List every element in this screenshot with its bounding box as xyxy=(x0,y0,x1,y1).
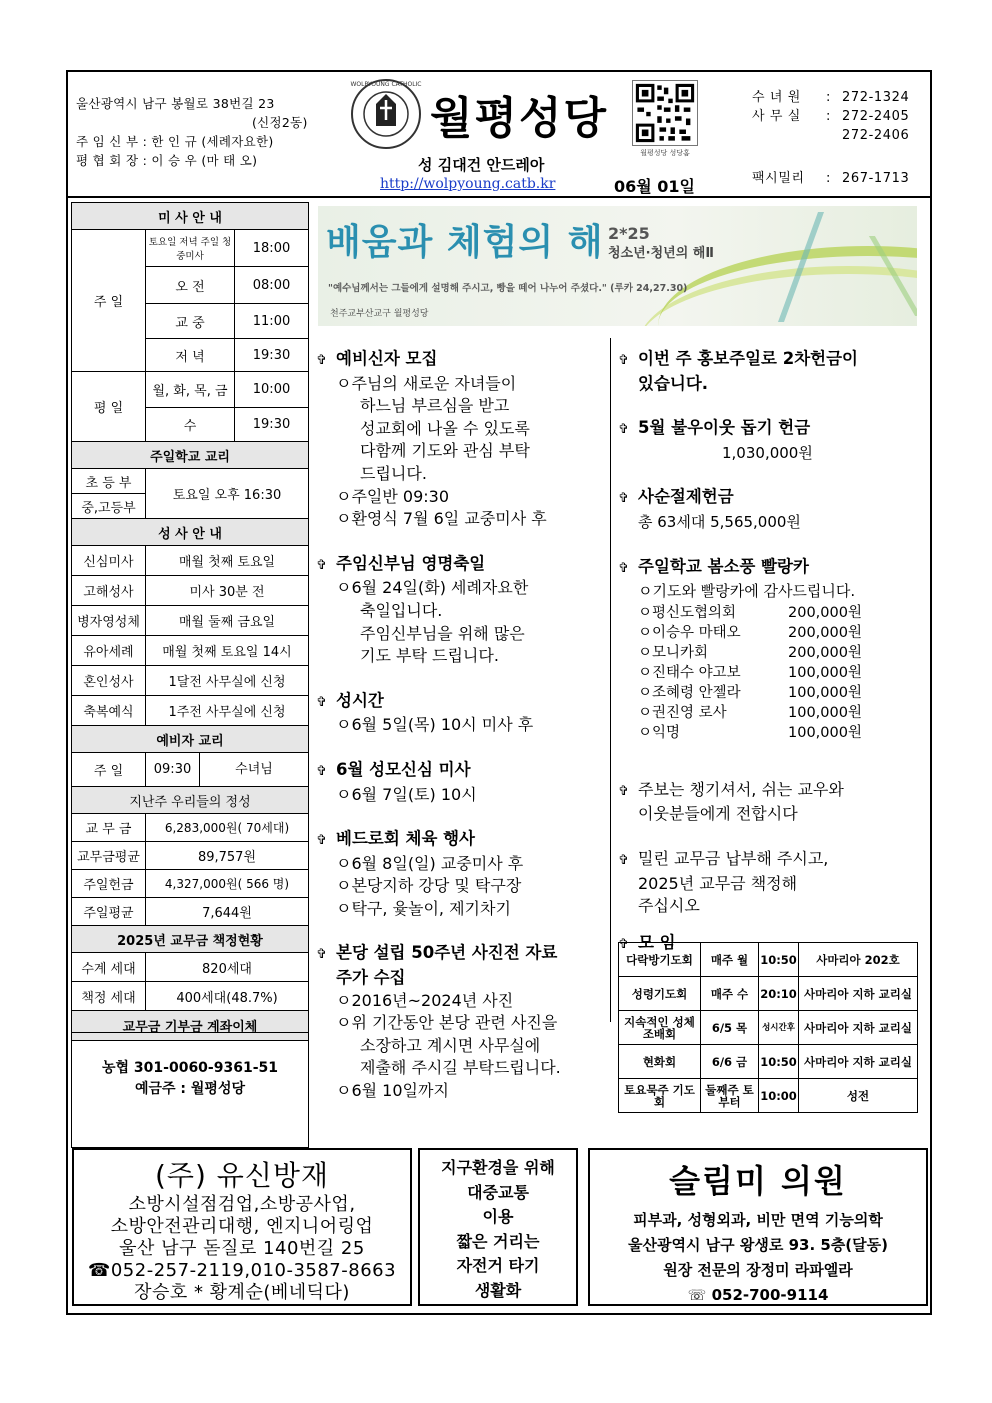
donation-row: ㅇ모니카회 200,000원 xyxy=(638,644,862,661)
ad-line: 자전거 타기 xyxy=(456,1256,540,1275)
ad-line: 원장 전문의 장정미 라파엘라 xyxy=(663,1261,853,1279)
notice-title: ✞ 5월 불우이웃 돕기 헌금 xyxy=(618,417,924,442)
church-title: 월평성당 xyxy=(430,93,609,144)
cross-icon: ✞ xyxy=(316,353,327,368)
mass-name: 저 녁 xyxy=(146,339,235,372)
cross-icon: ✞ xyxy=(316,694,327,710)
notice-title: ✞ 주임신부님 영명축일 xyxy=(316,553,606,578)
mass-name: 오 전 xyxy=(146,267,235,304)
qr-code-icon[interactable] xyxy=(632,80,698,146)
sunday-school-title: 주일학교 교리 xyxy=(72,442,309,469)
bulletin-date: 06월 01일 xyxy=(614,177,696,196)
sacrament-value: 미사 30분 전 xyxy=(146,576,309,606)
bank-account-number: 농협 301-0060-9361-51 xyxy=(102,1060,278,1076)
weekday-label: 평 일 xyxy=(72,372,146,442)
sacrament-value: 매월 첫째 토요일 14시 xyxy=(146,636,309,666)
header-divider xyxy=(68,196,930,198)
cross-icon: ✞ xyxy=(618,852,629,868)
ad-clinic-name: 슬림미 의원 xyxy=(669,1162,847,1200)
church-logo-icon xyxy=(350,78,422,150)
ad-line: 대중교통 xyxy=(467,1182,529,1202)
cross-icon: ✞ xyxy=(618,491,629,507)
notice-item: 주임신부님을 위해 많은 xyxy=(360,623,525,643)
account-title: 교무금 기부금 계좌이체 xyxy=(72,1011,309,1041)
notice-item: ㅇ6월 24일(화) 세례자요한 xyxy=(336,578,529,598)
notice-title: ✞ 베드로회 체육 행사 xyxy=(316,828,606,853)
sacraments-title: 성 사 안 내 xyxy=(72,519,309,546)
mass-name: 교 중 xyxy=(146,304,235,339)
phone-label: 사 무 실 xyxy=(752,109,801,124)
notice-item: ㅇ6월 7일(토) 10시 xyxy=(336,784,477,804)
ad-line: 울산광역시 남구 왕생로 93. 5층(달동) xyxy=(628,1236,888,1254)
meeting-row: 지속적인 성체 조배회 6/5 목 성시간후 사마리아 지하 교리실 xyxy=(619,1011,918,1045)
mass-time: 10:00 xyxy=(235,372,309,408)
donation-row: ㅇ이승우 마태오 200,000원 xyxy=(638,624,862,641)
notice-title: ✞ 주일학교 봄소풍 빨랑카 xyxy=(618,556,924,581)
meeting-row: 현화회 6/6 금 10:50 사마리아 지하 교리실 xyxy=(619,1045,918,1079)
notice-title: ✞ 예비신자 모집 xyxy=(316,348,606,373)
cross-icon: ✞ xyxy=(316,557,327,573)
notice-text: ✞ 밀린 교무금 납부해 주시고, xyxy=(618,848,924,873)
offering-value: 89,757원 xyxy=(146,842,309,870)
notice-title-cont: 주가 수집 xyxy=(336,968,406,988)
offering-value: 6,283,000원( 70세대) xyxy=(146,814,309,842)
offering-value: 7,644원 xyxy=(146,898,309,926)
notice-title: ✞ 6월 성모신심 미사 xyxy=(316,759,606,784)
notice-item: 축일입니다. xyxy=(360,600,443,620)
banner-org: 천주교부산교구 월평성당 xyxy=(330,309,429,319)
banner-title: 배움과 체험의 해 xyxy=(326,222,604,263)
svg-text:WOLPYOUNG CATHOLIC: WOLPYOUNG CATHOLIC xyxy=(350,81,422,88)
sacrament-name: 유아세례 xyxy=(72,636,146,666)
offering-name: 주일평균 xyxy=(72,898,146,926)
ad-line: 짧은 거리는 xyxy=(456,1231,540,1251)
sacrament-name: 고해성사 xyxy=(72,576,146,606)
dues-name: 책정 세대 xyxy=(72,982,146,1011)
address-sub: (신정2동) xyxy=(252,115,308,130)
bank-account-box xyxy=(71,1032,309,1148)
ad-line: 울산 남구 돋질로 140번길 25 xyxy=(119,1238,365,1259)
banner-subtitle: 청소년·청년의 해Ⅱ xyxy=(608,246,714,261)
column-divider xyxy=(610,338,611,1022)
patron-saint: 성 김대건 안드레아 xyxy=(418,156,545,174)
meeting-title: ✞ 모 임 xyxy=(618,932,924,957)
phone-value: 272-2405 xyxy=(842,109,910,124)
sacrament-value: 1달전 사무실에 신청 xyxy=(146,666,309,696)
mass-time: 08:00 xyxy=(235,267,309,304)
phone-value: 272-2406 xyxy=(842,128,910,143)
sacrament-value: 매월 둘째 금요일 xyxy=(146,606,309,636)
sacrament-value: 1주전 사무실에 신청 xyxy=(146,696,309,726)
donation-row: ㅇ평신도협의회 200,000원 xyxy=(638,604,862,621)
ad-line: 소방안전관리대행, 엔지니어링업 xyxy=(110,1216,374,1237)
phone-label: 수 녀 원 xyxy=(752,90,801,105)
notice-title: ✞ 성시간 xyxy=(316,690,606,715)
meeting-row: 성령기도회 매주 수 20:10 사마리아 지하 교리실 xyxy=(619,977,918,1011)
meetings-table xyxy=(618,942,918,1113)
meeting-row: 토요묵주 기도회 둘째주 토부터 10:00 성전 xyxy=(619,1079,918,1113)
notice-item: 소장하고 계시면 사무실에 xyxy=(360,1035,541,1055)
notice-item: ㅇ주님의 새로운 자녀들이 xyxy=(336,373,517,393)
notice-item: ㅇ6월 8일(일) 교중미사 후 xyxy=(336,853,524,873)
catechumen-time: 09:30 xyxy=(146,753,200,786)
mass-name: 토요일 저녁 주일 청중미사 xyxy=(146,230,235,267)
cross-icon: ✞ xyxy=(618,560,629,576)
notice-item: 제출해 주시길 부탁드립니다. xyxy=(360,1058,561,1078)
ad-line: 지구환경을 위해 xyxy=(441,1158,555,1177)
sacrament-name: 축복예식 xyxy=(72,696,146,726)
sacrament-name: 혼인성사 xyxy=(72,666,146,696)
notice-item: 하느님 부르심을 받고 xyxy=(360,396,510,416)
notice-text: 주십시오 xyxy=(638,896,700,916)
notice-title-cont: 있습니다. xyxy=(638,373,709,393)
ad-line: 장승호 * 황계순(베네딕다) xyxy=(134,1282,350,1303)
school-level: 초 등 부 xyxy=(72,469,146,494)
mass-time: 18:00 xyxy=(235,230,309,267)
notice-item: 드립니다. xyxy=(360,463,427,483)
cross-icon: ✞ xyxy=(316,763,327,779)
pastor: 주 임 신 부 : 한 인 규 (세례자요한) xyxy=(76,134,274,149)
dues-title: 2025년 교무금 책정현황 xyxy=(72,926,309,953)
offering-name: 주일헌금 xyxy=(72,870,146,898)
qr-caption: 월평성당 성당홈 xyxy=(640,149,690,157)
dues-value: 820세대 xyxy=(146,953,309,982)
dues-name: 수계 세대 xyxy=(72,953,146,982)
mass-time: 19:30 xyxy=(235,408,309,442)
church-info xyxy=(76,94,308,170)
school-level: 중,고등부 xyxy=(72,494,146,519)
ad-line: 생활화 xyxy=(474,1280,522,1300)
meeting-row: 다락방기도회 매주 월 10:50 사마리아 202호 xyxy=(619,943,918,977)
banner-year: 2*25 xyxy=(608,224,650,243)
mass-title: 미 사 안 내 xyxy=(72,203,309,230)
cross-icon: ✞ xyxy=(618,422,629,438)
notice-item: ㅇ환영식 7월 6일 교중미사 후 xyxy=(336,509,547,529)
school-time: 토요일 오후 16:30 xyxy=(146,469,309,519)
contact-phones: 수 녀 원 : 272-1324 사 무 실 : 272-2405 272-2406 팩시밀리 : 267-1713 xyxy=(752,90,910,186)
info-table xyxy=(71,202,309,1041)
notice-item: ㅇ6월 10일까지 xyxy=(336,1081,449,1101)
sacrament-name: 병자영성체 xyxy=(72,606,146,636)
notices-right xyxy=(618,348,924,956)
fax-value: 267-1713 xyxy=(842,171,910,186)
notices-center xyxy=(316,348,606,1103)
cross-icon: ✞ xyxy=(316,833,327,849)
address: 울산광역시 남구 봉월로 38번길 23 xyxy=(76,96,275,111)
ad-environment xyxy=(418,1148,578,1306)
offering-value: 4,327,000원( 566 명) xyxy=(146,870,309,898)
cross-icon: ✞ xyxy=(618,783,629,799)
notice-item: ㅇ기도와 빨랑카에 감사드립니다. xyxy=(638,582,856,601)
notice-text: 이웃분들에게 전합시다 xyxy=(638,804,798,824)
ad-line: ☎052-257-2119,010-3587-8663 xyxy=(87,1260,397,1281)
sunday-label: 주 일 xyxy=(72,230,146,372)
notice-item: ㅇ탁구, 윷놀이, 제기차기 xyxy=(336,898,511,918)
ad-line: 이용 xyxy=(482,1207,514,1226)
donation-row: ㅇ익명 100,000원 xyxy=(638,724,862,741)
mass-time: 19:30 xyxy=(235,339,309,372)
ad-fire-safety xyxy=(72,1148,412,1306)
mass-name: 월, 화, 목, 금 xyxy=(146,372,235,408)
sacrament-name: 신심미사 xyxy=(72,546,146,576)
website-link[interactable]: http://wolpyoung.catb.kr xyxy=(380,176,556,192)
mass-time: 11:00 xyxy=(235,304,309,339)
notice-text: 2025년 교무금 책정해 xyxy=(638,873,798,893)
cross-icon: ✞ xyxy=(618,936,629,952)
ad-clinic xyxy=(588,1148,928,1306)
notice-item: ㅇ주일반 09:30 xyxy=(336,486,450,506)
dues-value: 400세대(48.7%) xyxy=(146,982,309,1011)
ad-line: 피부과, 성형외과, 비만 면역 기능의학 xyxy=(633,1211,883,1229)
notice-item: 기도 부탁 드립니다. xyxy=(360,646,499,666)
ad-company-name: (주) 유신방재 xyxy=(155,1159,329,1192)
offering-title: 지난주 우리들의 정성 xyxy=(72,787,309,814)
donation-row: ㅇ조혜령 안젤라 100,000원 xyxy=(638,684,862,701)
notice-title: ✞ 본당 설립 50주년 사진전 자료 xyxy=(316,942,606,967)
notice-item: ㅇ위 기간동안 본당 관련 사진을 xyxy=(336,1013,558,1033)
offering-name: 교무금평균 xyxy=(72,842,146,870)
account-holder: 예금주 : 월평성당 xyxy=(134,1081,245,1097)
notice-item: ㅇ6월 5일(목) 10시 미사 후 xyxy=(336,715,534,735)
notice-item: ㅇ2016년~2024년 사진 xyxy=(336,990,514,1010)
banner-quote: "예수님께서는 그들에게 설명해 주시고, 빵을 떼어 나누어 주셨다." (루카 24,27.30) xyxy=(328,283,688,294)
notice-amount: 총 63세대 5,565,000원 xyxy=(638,512,801,531)
notice-amount: 1,030,000원 xyxy=(722,443,813,462)
offering-name: 교 무 금 xyxy=(72,814,146,842)
cross-icon: ✞ xyxy=(618,353,629,368)
sacrament-value: 매월 첫째 토요일 xyxy=(146,546,309,576)
fax-label: 팩시밀리 xyxy=(752,171,805,186)
phone-value: 272-1324 xyxy=(842,90,910,105)
catechumen-place: 수녀님 xyxy=(235,762,273,777)
catechumen-day: 주 일 xyxy=(72,753,146,787)
year-theme-banner xyxy=(318,206,917,326)
notice-title: ✞ 이번 주 홍보주일로 2차헌금이 xyxy=(618,348,924,373)
cross-icon: ✞ xyxy=(316,947,327,963)
notice-item: 성교회에 나올 수 있도록 xyxy=(360,418,530,438)
ad-line: 소방시설점검업,소방공사업, xyxy=(128,1194,356,1215)
donation-row: ㅇ진태수 야고보 100,000원 xyxy=(638,664,862,681)
catechumen-title: 예비자 교리 xyxy=(72,726,309,753)
notice-title: ✞ 사순절제헌금 xyxy=(618,486,924,511)
notice-text: ✞ 주보는 챙기셔서, 쉬는 교우와 xyxy=(618,779,924,804)
donation-row: ㅇ권진영 로사 100,000원 xyxy=(638,704,862,721)
council-president: 평 협 회 장 : 이 승 우 (마 태 오) xyxy=(76,153,258,168)
notice-item: 다함께 기도와 관심 부탁 xyxy=(360,441,530,461)
notice-item: ㅇ본당지하 강당 및 탁구장 xyxy=(336,876,522,896)
mass-name: 수 xyxy=(146,408,235,442)
ad-line: ☏ 052-700-9114 xyxy=(687,1286,829,1304)
bulletin-page xyxy=(66,70,932,1315)
